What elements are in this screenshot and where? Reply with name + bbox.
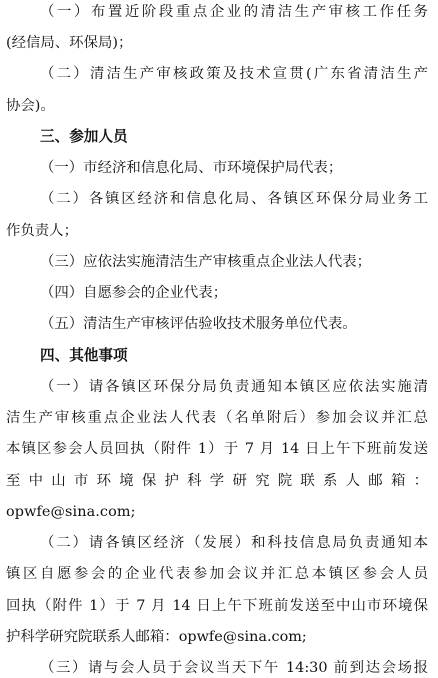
paragraph-line: （三）请与会人员于会议当天下午 14:30 前到达会场报 — [40, 660, 428, 676]
paragraph-line: 至中山市环境保护科学研究院联系人邮箱： — [6, 473, 428, 489]
paragraph-line: 护科学研究院联系人邮箱：opwfe@sina.com; — [6, 629, 307, 645]
paragraph-line: (经信局、环保局)； — [6, 35, 133, 51]
paragraph-line: 本镇区参会人员回执（附件 1）于 7 月 14 日上午下班前发送 — [6, 441, 428, 457]
paragraph-line: （二）请各镇区经济（发展）和科技信息局负责通知本 — [40, 535, 428, 551]
list-item: （五）清洁生产审核评估验收技术服务单位代表。 — [40, 316, 357, 332]
list-item: （二）各镇区经济和信息化局、各镇区环保分局业务工 — [40, 191, 428, 207]
paragraph-line: 镇区自愿参会的企业代表参加会议并汇总本镇区参会人员 — [6, 566, 428, 582]
list-item: （四）自愿参会的企业代表； — [40, 285, 228, 301]
list-item-continuation: 作负责人； — [6, 223, 78, 239]
paragraph-line: 回执（附件 1）于 7 月 14 日上午下班前发送至中山市环境保 — [6, 598, 428, 614]
list-item: （一）市经济和信息化局、市环境保护局代表； — [40, 160, 343, 176]
paragraph-line: 协会)。 — [6, 98, 55, 114]
paragraph-line: （一）布置近阶段重点企业的清洁生产审核工作任务 — [40, 4, 428, 20]
list-item: （三）应依法实施清洁生产审核重点企业法人代表； — [40, 254, 371, 270]
paragraph-line: （二）清洁生产审核政策及技术宣贯(广东省清洁生产 — [40, 66, 428, 82]
section-heading: 四、其他事项 — [40, 347, 128, 364]
section-heading: 三、参加人员 — [40, 128, 128, 145]
email-address: opwfe@sina.com; — [6, 504, 136, 520]
paragraph-line: 洁生产审核重点企业法人代表（名单附后）参加会议并汇总 — [6, 410, 428, 426]
paragraph-line: （一）请各镇区环保分局负责通知本镇区应依法实施清 — [40, 379, 428, 395]
